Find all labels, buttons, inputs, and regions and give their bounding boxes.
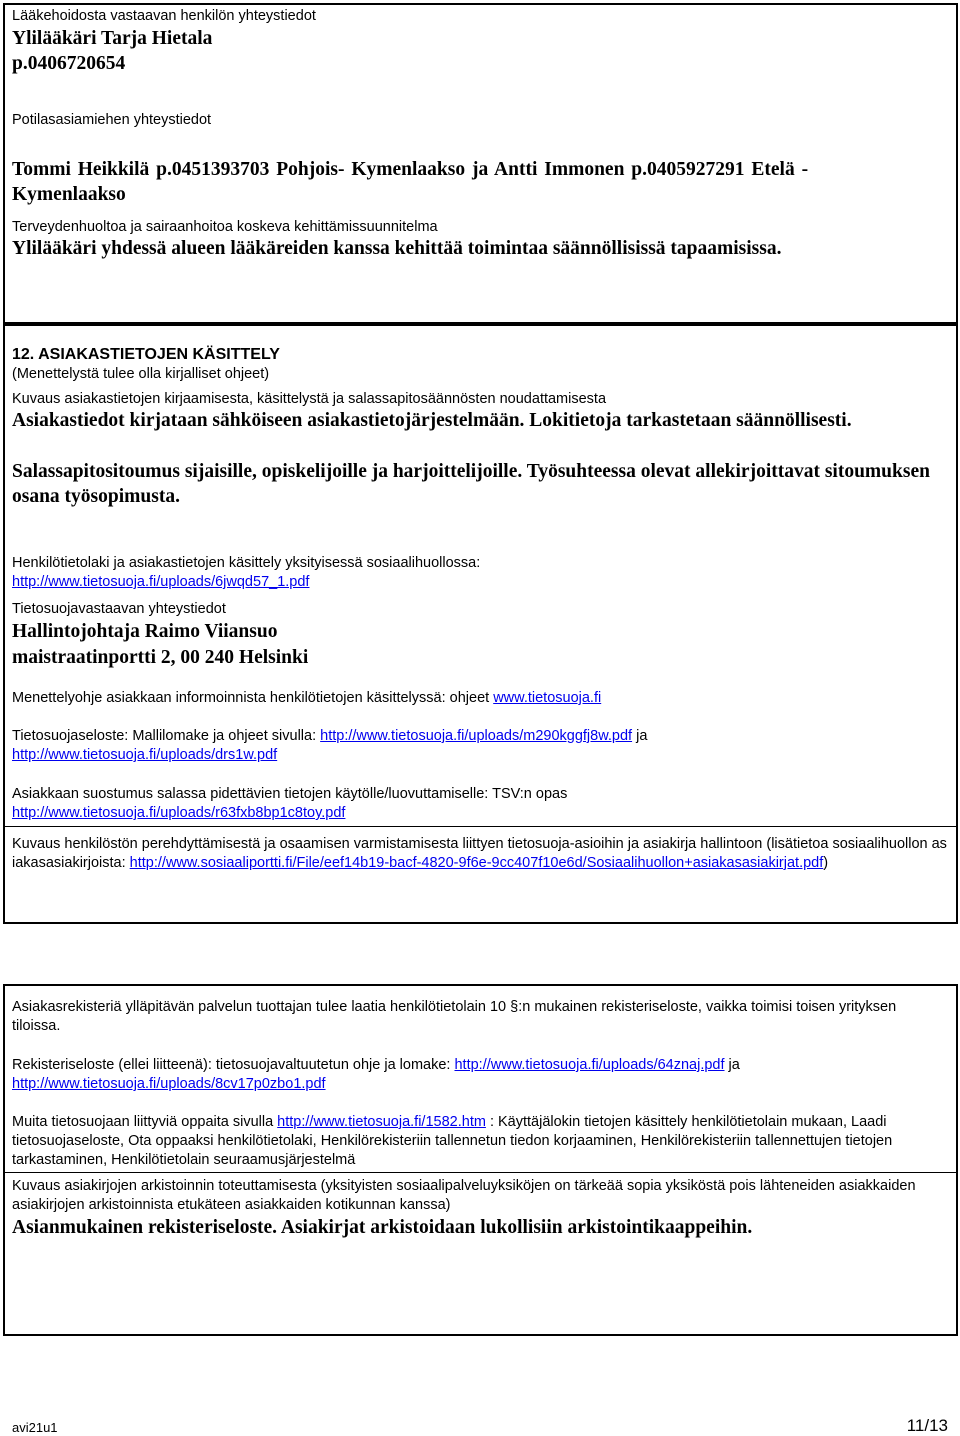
register-text: Asiakasrekisteriä ylläpitävän palvelun tuottajan tulee laatia henkilötietolain 10 §:n mukainen rekisteriseloste, vaikka toimisi toisen yrityksen tiloissa. xyxy=(12,999,897,1034)
inner-divider-2 xyxy=(3,1172,958,1173)
form-code: avi21u1 xyxy=(12,1420,58,1435)
other-text-2: : Käyttäjälokin tietojen käsittely henkilötietolain mukaan, Laadi tietosuojaseloste, Ota oppaaksi henkilötietolaki, Henkilörekisteriin tallennetun tiedon korjaaminen, Henkilörekisteriin tallennettujen tietojen tarkastaminen, Henkilötietolain seuraamusjärjestelmä xyxy=(12,1114,893,1168)
archive-text: Kuvaus asiakirjojen arkistoinnin toteuttamisesta (yksityisten sosiaalipalveluyksiköjen on tärkeää sopia yksiköstä pois lähteneiden asiakkaiden asiakirjojen arkistoinnista etukäteen asiakkaiden kotikunnan kanssa) xyxy=(12,1178,916,1213)
law-text: Henkilötietolaki ja asiakastietojen käsittely yksityisessä sosiaalihuollossa: xyxy=(12,555,481,571)
info-text: Menettelyohje asiakkaan informoinnista henkilötietojen käsittelyssä: ohjeet xyxy=(12,690,494,706)
development-plan-text: Ylilääkäri yhdessä alueen lääkäreiden kanssa kehittää toimintaa säännöllisissä tapaamisissa. xyxy=(12,238,782,259)
records-description-label: Kuvaus asiakastietojen kirjaamisesta, käsittelystä ja salassapitosäännösten noudattamisesta xyxy=(12,391,607,407)
regform-text: Rekisteriseloste (ellei liitteenä): tietosuojavaltuutetun ohje ja lomake: xyxy=(12,1057,455,1073)
archive-bold: Asianmukainen rekisteriseloste. Asiakirjat arkistoidaan lukollisiin arkistointikaappeihin. xyxy=(12,1217,753,1238)
dpo-name: Hallintojohtaja Raimo Viiansuo xyxy=(12,621,278,642)
privacy-and: ja xyxy=(632,728,648,744)
dpo-address: maistraatinportti 2, 00 240 Helsinki xyxy=(12,647,309,668)
regform-link-1[interactable]: http://www.tietosuoja.fi/uploads/64znaj.pdf xyxy=(454,1057,725,1073)
page-number: 11/13 xyxy=(906,1416,948,1435)
info-link[interactable]: www.tietosuoja.fi xyxy=(493,690,602,706)
medication-contact-phone: p.0406720654 xyxy=(12,53,126,74)
confidentiality-text: Salassapitositoumus sijaisille, opiskelijoille ja harjoittelijoille. Työsuhteessa olevat allekirjoittavat sitoumuksen osana työsopimusta. xyxy=(12,461,930,507)
privacy-link-1[interactable]: http://www.tietosuoja.fi/uploads/m290kggfj8w.pdf xyxy=(320,728,633,744)
section-heading: 12. ASIAKASTIETOJEN KÄSITTELY xyxy=(12,346,280,363)
regform-and: ja xyxy=(724,1057,740,1073)
dpo-label: Tietosuojavastaavan yhteystiedot xyxy=(12,601,226,617)
other-text-1: Muita tietosuojaan liittyviä oppaita sivulla xyxy=(12,1114,278,1130)
ombudsman-contact-line2: Kymenlaakso xyxy=(12,184,126,205)
medication-contact-name: Ylilääkäri Tarja Hietala xyxy=(12,28,213,49)
ombudsman-label: Potilasasiamiehen yhteystiedot xyxy=(12,112,212,128)
consent-link[interactable]: http://www.tietosuoja.fi/uploads/r63fxb8bp1c8toy.pdf xyxy=(12,805,346,821)
medication-contact-label: Lääkehoidosta vastaavan henkilön yhteystiedot xyxy=(12,8,316,24)
ombudsman-contact-line1: Tommi Heikkilä p.0451393703 Pohjois- Kymenlaakso ja Antti Immonen p.0405927291 Etelä - xyxy=(12,159,809,180)
inner-divider xyxy=(3,826,958,827)
section-subheading: (Menettelystä tulee olla kirjalliset ohjeet) xyxy=(12,366,270,382)
staff-link[interactable]: http://www.sosiaaliportti.fi/File/eef14b19-bacf-4820-9f6e-9cc407f10e6d/Sosiaalihuollon+asiakasasiakirjat.pdf xyxy=(129,855,824,871)
privacy-text: Tietosuojaseloste: Mallilomake ja ohjeet sivulla: xyxy=(12,728,321,744)
law-link[interactable]: http://www.tietosuoja.fi/uploads/6jwqd57_1.pdf xyxy=(12,574,310,590)
staff-close: ) xyxy=(823,855,829,871)
other-link[interactable]: http://www.tietosuoja.fi/1582.htm xyxy=(277,1114,486,1130)
staff-text: Kuvaus henkilöstön perehdyttämisestä ja osaamisen varmistamisesta liittyen tietosuoja-asioihin ja asiakirja hallintoon (lisätietoa sosiaalihuollon asiakasasiakirjoista: xyxy=(12,836,947,871)
privacy-link-2[interactable]: http://www.tietosuoja.fi/uploads/drs1w.pdf xyxy=(12,747,278,763)
records-text: Asiakastiedot kirjataan sähköiseen asiakastietojärjestelmään. Lokitietoja tarkastetaan säännöllisesti. xyxy=(12,410,852,431)
consent-text: Asiakkaan suostumus salassa pidettävien tietojen käytölle/luovuttamiselle: TSV:n opas xyxy=(12,786,568,802)
regform-link-2[interactable]: http://www.tietosuoja.fi/uploads/8cv17p0zbo1.pdf xyxy=(12,1076,326,1092)
development-plan-label: Terveydenhuoltoa ja sairaanhoitoa koskeva kehittämissuunnitelma xyxy=(12,219,438,235)
